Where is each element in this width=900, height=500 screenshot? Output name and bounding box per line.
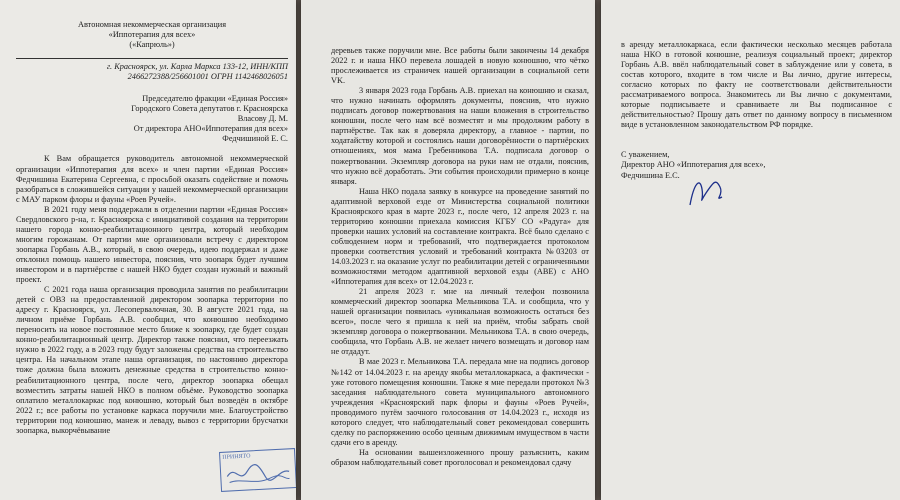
closing-line: С уважением, [621, 150, 670, 160]
recipient-line: Федчишиной Е. С. [222, 134, 288, 144]
received-stamp [219, 448, 296, 492]
recipient-line: Председателю фракции «Единая Россия» [142, 94, 288, 104]
recipient-line: Власову Д. М. [237, 114, 288, 124]
paragraph: К Вам обращается руководитель автономной некоммерческой организации «Иппотерапия для всех» и член партии «Единая Россия» Федчишина Екатерина Сергеевна, с просьбой оказать содействие и помочь разобраться в сложившейся ситуации у нашей некоммерческой организации с МАУ парком флоры и фауны «Роев Ручей». [16, 154, 288, 204]
paragraph: деревьев также поручили мне. Все работы были закончены 14 декабря 2022 г. и наша НКО перевела лошадей в новую конюшню, что чётко прослеживается из страничек нашей организации в социальной сети VK. [331, 46, 589, 86]
paragraph: С 2021 года наша организация проводила занятия по реабилитации детей с ОВЗ на предоставленной директором зоопарка территории по адресу г. Красноярск, ул. Лесопервалочная, 30. В августе 2021 года, на личном приёме Горбань А.В. сообщил, что конюшню необходимо переносить на новое постоянное место ближе к зоопарку, где будет создан конно-реабилитационный центр. Директор также пояснил, что переезжать нужно в 2022 году, а в 2023 году будут заложены средства на строительство центра. На начальном этапе наша организация, по настоянию директора тоже должна была вложить денежные средства в строительство конно-реабилитационного центра, после чего, директор зоопарка обещал возместить затраты нашей НКО в полном объёме. Руководство зоопарка оплатило металлокаркас под конюшню, который был возведён в октябре 2022 г.; все работы по установке каркаса поручили мне. Благоустройство территории под конюшню, манеж и леваду, вывоз с территории брусчатки зоопарка, выкорчёвывание [16, 285, 288, 435]
letter-page-2 [301, 0, 595, 500]
signature [686, 175, 726, 209]
header-divider [16, 58, 288, 59]
closing-line: Федчишина Е.С. [621, 170, 680, 180]
stamp-scribble [225, 459, 292, 486]
paragraph: 3 января 2023 года Горбань А.В. приехал на конюшню и сказал, что нужно начинать оформлять документы, пояснив, что нужно подписать договор пожертвования на наши вложения в строительство конюшни, после чего нам всё возместят и мы продолжим работу в партнёрстве. Так как я доверяла директору, а главное - партии, по ходатайству которой и состоялись наши договорённости о партнёрских отношениях, моя мама Гребенникова Т.А. подписала договор о пожертвовании. Экземпляр договора на руки нам не отдали, пояснив, что нужно всё доработать. Эти события происходили примерно в конце января. [331, 86, 589, 186]
address-line: 2466272388/256601001 ОГРН 1142468026051 [127, 72, 288, 82]
org-line: Автономная некоммерческая организация [77, 20, 227, 29]
org-line: («Капрюль») [129, 40, 175, 50]
letter-page-3 [601, 0, 900, 500]
paragraph: в аренду металлокаркаса, если фактически несколько месяцев работала наша НКО в готовой конюшне, реализуя социальный проект; директор Горбань А.В. ввёл наблюдательный совет в заблуждение или у совета, в состав которого, входите в том числе и Вы лично, другие интересы, согласно которых по факту не соответствовали действительности рассматриваемого вопроса. Знакомитесь ли Вы лично с документами, которые подписываете и сравниваете ли Вы подписанное с действительностью? Прошу дать ответ по данному вопросу в письменном виде в установленном законодательством РФ порядке. [621, 40, 892, 130]
paragraph: В 2021 году меня поддержали в отделении партии «Единая Россия» Свердловского р-на, г. Красноярска с инициативой создания на территории нашего города конно-реабилитационного центра, который необходим многим горожанам. От партии мне организовали встречу с директором зоопарка Горбань А.В., который, в свою очередь, идею поддержал и даже отклонил помощь нашего инвестора, пояснив, что зоопарк будет лучшим инвестором и в партнёрстве с нашей НКО будет создан нужный и важный проект. [16, 204, 288, 285]
stamp-label: ПРИНЯТО [222, 453, 251, 461]
letter-page-1 [0, 0, 296, 500]
paragraph: 21 апреля 2023 г. мне на личный телефон позвонила коммерческий директор зоопарка Мельникова Т.А. и сообщила, что у нашей организации появилась «уникальная возможность остаться без всего», после чего я пришла к ней на приём, чтобы забрать свой экземпляр договора о пожертвовании. Мельникова Т.А. в свою очередь, сообщила, что Горбань А.В. не желает ничего возмещать и договор нам не отдадут. [331, 287, 589, 357]
closing-line: Директор АНО «Иппотерапия для всех», [621, 160, 766, 170]
paragraph: На основании вышеизложенного прошу разъяснить, каким образом наблюдательный совет проголосовал и рекомендовал сдачу [331, 447, 589, 467]
org-line: «Иппотерапия для всех» [108, 30, 196, 40]
paragraph: Наша НКО подала заявку в конкурсе на проведение занятий по адаптивной верховой езде от Министерства социальной политики Красноярского края в марте 2023 г., после чего, 12 апреля 2023 г. на территорию конюшни приехала комиссия КГБУ СО «Радуга» для проверки наших условий на составление контракта. Всё было сделано с соблюдением норм и требований, что подтверждается протоколом проверки соответствия условий и требований контракта №03203 от 14.03.2023 г. на оказание услуг по реабилитации детей с ограниченными возможностями методом адаптивной верховой езды (АВЕ) с АНО «Иппотерапия для всех» от 12.04.2023 г. [331, 186, 589, 287]
recipient-line: Городского Совета депутатов г. Красноярска [131, 104, 288, 114]
paragraph: В мае 2023 г. Мельникова Т.А. передала мне на подпись договор №142 от 14.04.2023 г. на аренду якобы металлокаркаса, а фактически - уже готового помещения конюшни. Также я мне передали протокол №3 заседания наблюдательного совета муниципального автономного учреждения «Красноярский парк флоры и фауны «Роев Ручей», проводимого путём заочного голосования от 14.04.2023 г., исходя из которого следует, что наблюдательный совет рекомендовал совершить сделку по распоряжению особо ценным движимым имуществом в части сдачи его в аренду. [331, 357, 589, 447]
address-line: г. Красноярск, ул. Карла Маркса 133-12, ИНН/КПП [106, 62, 288, 72]
recipient-line: От директора АНО«Иппотерапия для всех» [133, 124, 288, 134]
